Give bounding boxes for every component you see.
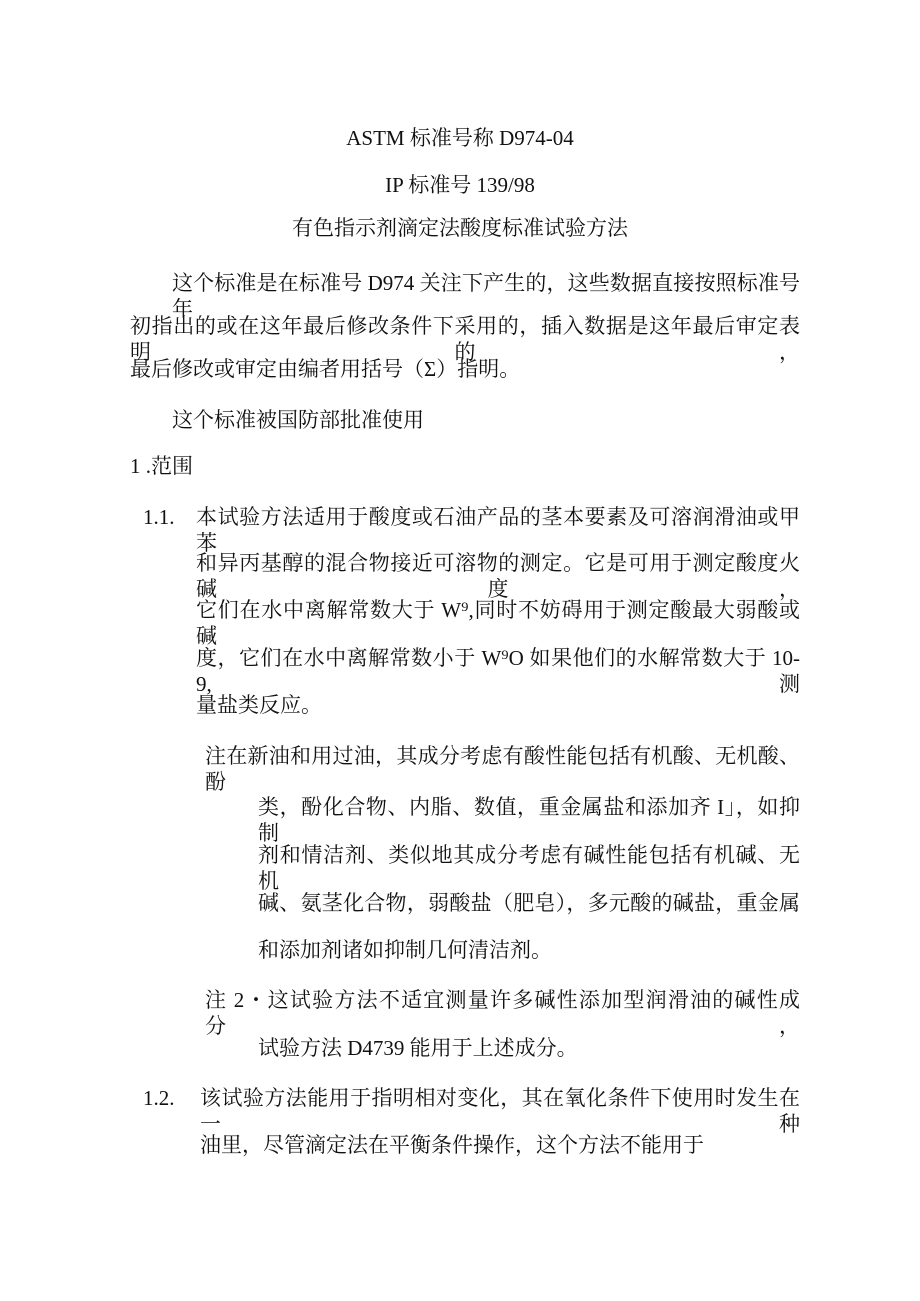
note-line: 注 2・这试验方法不适宜测量许多碱性添加型润滑油的碱性成分， — [205, 988, 800, 1038]
note-line: 试验方法 D4739 能用于上述成分。 — [258, 1036, 578, 1060]
approval-statement: 这个标准被国防部批准使用 — [172, 408, 424, 432]
clause-number: 1.2. — [143, 1086, 175, 1110]
section-heading-scope: 1 .范围 — [130, 454, 193, 478]
standard-title: ASTM 标准号称 D974-04 — [346, 126, 574, 150]
note-line: 注在新油和用过油，其成分考虑有酸性能包括有机酸、无机酸、酚 — [205, 744, 800, 794]
clause-line: 和异丙基醇的混合物接近可溶物的测定。它是可用于测定酸度火碱度， — [196, 551, 800, 601]
note-line: 类，酚化合物、内脂、数值，重金属盐和添加齐 I」，如抑制 — [258, 795, 800, 845]
intro-line: 最后修改或审定由编者用括号（Σ）指明。 — [130, 357, 521, 381]
note-line: 碱、氨茎化合物，弱酸盐（肥皂），多元酸的碱盐，重金属 — [258, 891, 800, 915]
clause-line: 度，它们在水中离解常数小于 W⁹O 如果他们的水解常数大于 10-9,测 — [196, 646, 800, 696]
intro-line: 初指出的或在这年最后修改条件下采用的，插入数据是这年最后审定表明的， — [130, 314, 800, 364]
clause-line: 本试验方法适用于酸度或石油产品的茎本要素及可溶润滑油或甲苯 — [196, 505, 800, 555]
ip-standard-number: IP 标准号 139/98 — [385, 173, 535, 197]
document-title: 有色指示剂滴定法酸度标准试验方法 — [292, 216, 628, 240]
clause-line: 量盐类反应。 — [196, 693, 322, 717]
clause-number: 1.1. — [143, 505, 175, 529]
clause-line: 油里，尽管滴定法在平衡条件操作，这个方法不能用于 — [200, 1133, 704, 1157]
clause-line: 该试验方法能用于指明相对变化，其在氧化条件下使用时发生在一种 — [200, 1086, 800, 1136]
clause-line: 它们在水中离解常数大于 W⁹,同时不妨碍用于测定酸最大弱酸或碱 — [196, 598, 800, 648]
note-line: 和添加剂诸如抑制几何清洁剂。 — [258, 938, 552, 962]
intro-line: 这个标准是在标准号 D974 关注下产生的，这些数据直接按照标准号年 — [172, 271, 800, 321]
note-line: 剂和情洁剂、类似地其成分考虑有碱性能包括有机碱、无机 — [258, 843, 800, 893]
